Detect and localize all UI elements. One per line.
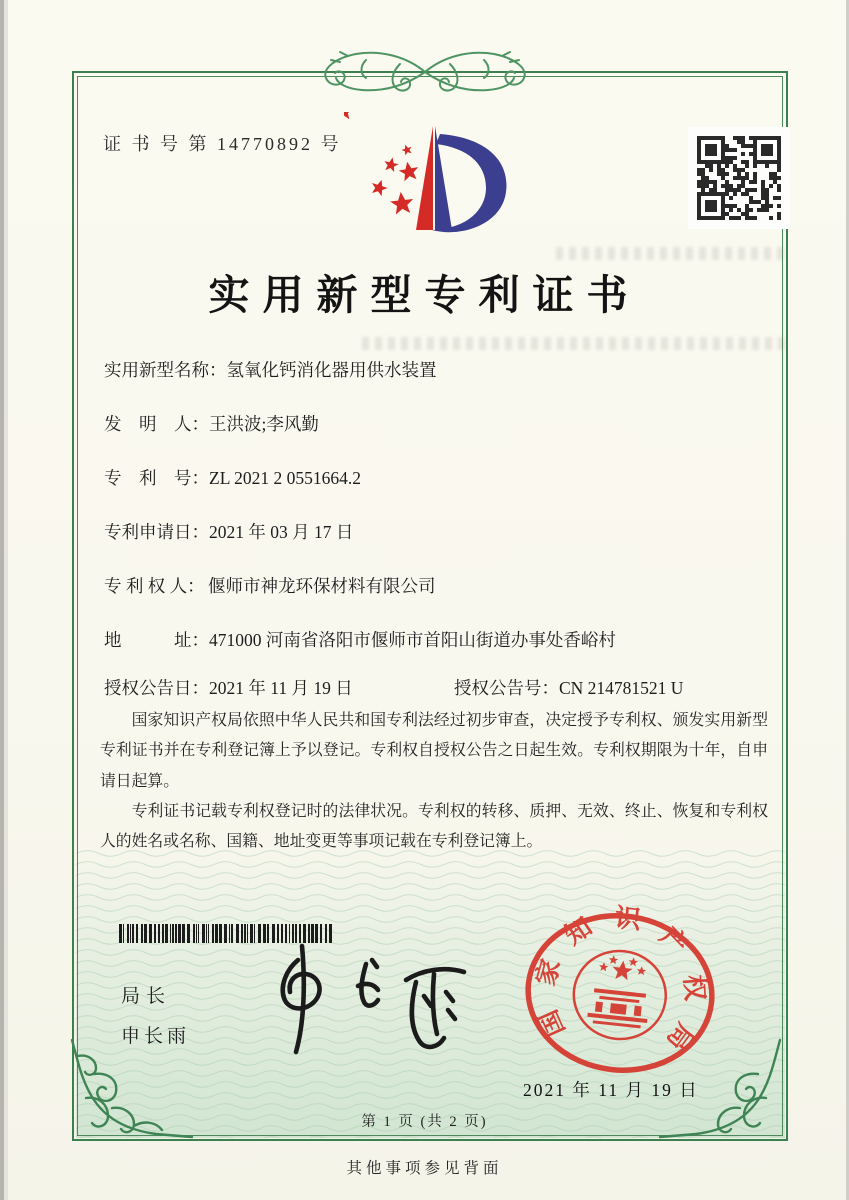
field-row-patent-no: 专 利 号：ZL 2021 2 0551664.2 [104,468,361,488]
commissioner-title: 局长 [121,986,172,1007]
legal-text [100,706,768,858]
svg-text:家: 家 [530,955,566,989]
grant-date-label: 授权公告日： [104,678,209,698]
back-side-note: 其他事项参见背面 [346,1160,503,1177]
certificate-number: 证 书 号 第 14770892 号 [103,134,342,154]
official-seal [510,903,730,1085]
legal-paragraph-1: 国家知识产权局依照中华人民共和国专利法经过初步审查，决定授予专利权、颁发实用新型专利证书并在专利登记簿上予以登记。专利权自授权公告之日起生效。专利权期限为十年，自申请日起算。 [100,712,768,790]
bleedthrough-smudge [362,337,786,350]
svg-text:国: 国 [533,1005,571,1042]
field-row-name: 实用新型名称：氢氧化钙消化器用供水装置 [104,360,437,380]
legal-paragraph-2: 专利证书记载专利权登记时的法律状况。专利权的转移、质押、无效、终止、恢复和专利权人的姓名或名称、国籍、地址变更等事项记载在专利登记簿上。 [100,802,768,851]
svg-text:产: 产 [654,921,694,961]
fields-block [104,357,764,681]
seal-date: 2021 年 11 月 19 日 [523,1080,699,1100]
scan-edge [4,0,8,1200]
grant-date-value: 2021 年 11 月 19 日 [209,678,353,698]
qr-code [688,127,790,229]
top-flourish-ornament [296,42,554,104]
svg-text:权: 权 [678,973,710,1002]
svg-text:知: 知 [559,911,598,951]
field-row-filing-date: 专利申请日：2021 年 03 月 17 日 [104,522,354,542]
handwritten-signature [238,938,473,1056]
grant-no-value: CN 214781521 U [559,678,684,698]
certificate-title: 实用新型专利证书 [208,272,641,318]
field-row-inventor: 发 明 人：王洪波;李风勤 [104,414,319,434]
grant-row [104,675,784,700]
bleedthrough-smudge [556,247,788,260]
grant-no-label: 授权公告号： [454,678,559,698]
svg-text:识: 识 [613,903,643,935]
cnipa-logo-icon [344,112,534,240]
commissioner-name: 申长雨 [121,1026,191,1047]
field-row-address: 地 址：471000 河南省洛阳市偃师市首阳山街道办事处香峪村 [104,630,616,650]
svg-text:局: 局 [660,1017,700,1056]
field-row-patentee: 专 利 权 人： 偃师市神龙环保材料有限公司 [104,576,436,596]
page-number: 第 1 页 (共 2 页) [361,1114,488,1130]
